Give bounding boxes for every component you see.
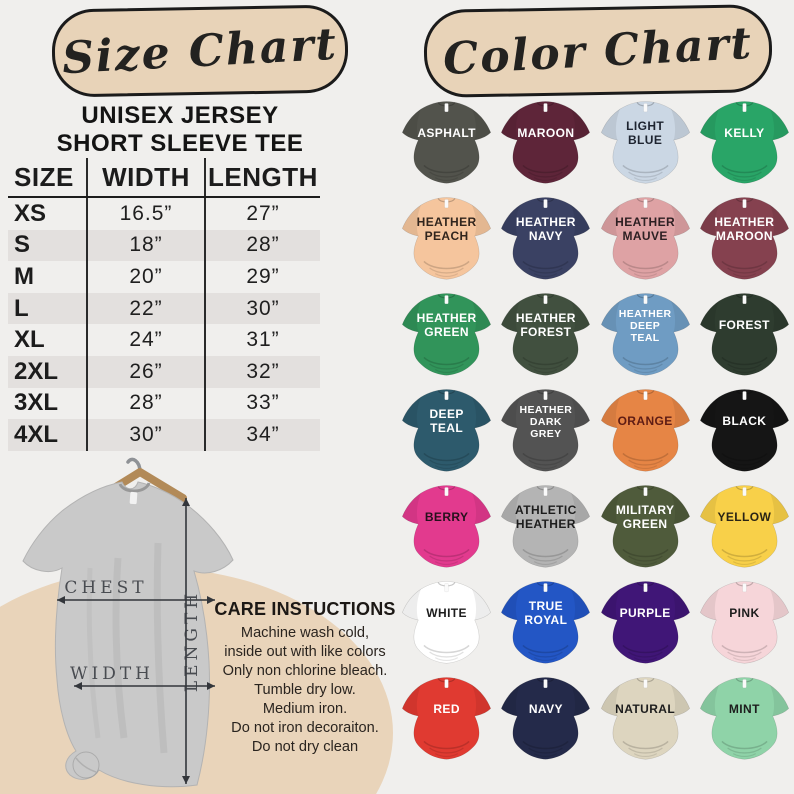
length-cell: 31” bbox=[204, 324, 320, 356]
width-label: WIDTH bbox=[70, 664, 154, 684]
color-name: BLACK bbox=[722, 414, 767, 429]
color-swatch-heather-deep-teal bbox=[596, 286, 695, 382]
color-name: MAROON bbox=[517, 126, 575, 141]
table-row bbox=[8, 419, 320, 451]
color-swatch-red bbox=[397, 670, 496, 766]
color-swatch-light-blue bbox=[596, 94, 695, 190]
color-name: BERRY bbox=[424, 510, 469, 525]
table-row bbox=[8, 356, 320, 388]
color-swatch-heather-mauve bbox=[596, 190, 695, 286]
size-cell: S bbox=[14, 231, 31, 259]
color-swatch-heather-maroon bbox=[695, 190, 794, 286]
care-instructions-title: CARE INSTUCTIONS bbox=[214, 599, 396, 619]
color-name: YELLOW bbox=[717, 510, 772, 525]
length-cell: 29” bbox=[204, 261, 320, 293]
color-name: ASPHALT bbox=[417, 126, 476, 141]
size-cell: 4XL bbox=[14, 420, 59, 448]
width-cell: 30” bbox=[86, 419, 204, 451]
color-name: HEATHER MAROON bbox=[714, 215, 775, 244]
size-table bbox=[8, 158, 320, 451]
color-swatch-heather-peach bbox=[397, 190, 496, 286]
care-instructions bbox=[210, 599, 400, 757]
color-swatch-pink bbox=[695, 574, 794, 670]
color-name: WHITE bbox=[426, 606, 467, 621]
color-chart-title: Color Chart bbox=[441, 17, 755, 85]
care-line: inside out with like colors bbox=[224, 643, 386, 660]
color-name: MILITARY GREEN bbox=[615, 503, 675, 532]
size-cell: XS bbox=[14, 199, 47, 227]
size-cell: 3XL bbox=[14, 389, 59, 417]
table-row bbox=[8, 230, 320, 262]
color-name: HEATHER PEACH bbox=[416, 215, 477, 244]
width-cell: 16.5” bbox=[86, 198, 204, 230]
color-swatch-asphalt bbox=[397, 94, 496, 190]
color-name: ORANGE bbox=[617, 414, 673, 429]
color-name: LIGHT BLUE bbox=[626, 119, 665, 148]
table-row bbox=[8, 324, 320, 356]
care-line: Machine wash cold, bbox=[240, 625, 370, 641]
chest-label: CHEST bbox=[64, 578, 148, 598]
color-swatch-mint bbox=[695, 670, 794, 766]
color-swatch-heather-forest bbox=[496, 286, 595, 382]
color-name: DEEP TEAL bbox=[429, 407, 464, 436]
table-row bbox=[8, 388, 320, 420]
color-name: PURPLE bbox=[619, 606, 671, 621]
product-subtitle-line1: UNISEX JERSEY bbox=[81, 102, 279, 129]
color-name: NAVY bbox=[528, 702, 563, 717]
color-swatch-true-royal bbox=[496, 574, 595, 670]
size-table-rows bbox=[8, 198, 320, 451]
width-cell: 24” bbox=[86, 324, 204, 356]
color-name: KELLY bbox=[724, 126, 765, 141]
size-cell: M bbox=[14, 262, 34, 290]
length-cell: 32” bbox=[204, 356, 320, 388]
color-swatch-natural bbox=[596, 670, 695, 766]
color-swatch-forest bbox=[695, 286, 794, 382]
care-line: Only non chlorine bleach. bbox=[222, 662, 388, 679]
width-cell: 20” bbox=[86, 261, 204, 293]
color-swatch-deep-teal bbox=[397, 382, 496, 478]
color-name: PINK bbox=[729, 606, 760, 621]
color-name: FOREST bbox=[718, 318, 770, 333]
color-swatch-heather-dark-grey bbox=[496, 382, 595, 478]
size-cell: XL bbox=[14, 326, 45, 354]
product-subtitle bbox=[0, 102, 360, 159]
care-line: Do not dry clean bbox=[251, 738, 359, 755]
color-swatch-white bbox=[397, 574, 496, 670]
color-name: ATHLETIC HEATHER bbox=[515, 503, 577, 532]
color-name: RED bbox=[433, 702, 460, 717]
color-grid bbox=[397, 94, 794, 766]
care-line: Do not iron decoraiton. bbox=[231, 719, 379, 736]
color-name: HEATHER DEEP TEAL bbox=[618, 308, 672, 345]
width-cell: 28” bbox=[86, 388, 204, 420]
color-swatch-yellow bbox=[695, 478, 794, 574]
color-name: TRUE ROYAL bbox=[524, 599, 568, 628]
color-swatch-navy bbox=[496, 670, 595, 766]
care-line: Tumble dry low. bbox=[254, 681, 356, 698]
size-table-header-row bbox=[8, 158, 320, 198]
color-swatch-black bbox=[695, 382, 794, 478]
width-cell: 22” bbox=[86, 293, 204, 325]
width-cell: 18” bbox=[86, 230, 204, 262]
color-name: HEATHER DARK GREY bbox=[519, 404, 573, 441]
color-chart-title-badge bbox=[423, 4, 772, 98]
color-name: HEATHER GREEN bbox=[416, 311, 477, 340]
color-swatch-heather-navy bbox=[496, 190, 595, 286]
width-cell: 26” bbox=[86, 356, 204, 388]
color-name: MINT bbox=[728, 702, 760, 717]
care-instructions-lines bbox=[210, 624, 400, 757]
color-name: NATURAL bbox=[615, 702, 676, 717]
length-cell: 34” bbox=[204, 419, 320, 451]
color-swatch-orange bbox=[596, 382, 695, 478]
color-swatch-kelly bbox=[695, 94, 794, 190]
length-cell: 30” bbox=[204, 293, 320, 325]
color-swatch-purple bbox=[596, 574, 695, 670]
color-name: HEATHER FOREST bbox=[515, 311, 576, 340]
color-name: HEATHER MAUVE bbox=[615, 215, 676, 244]
color-swatch-maroon bbox=[496, 94, 595, 190]
table-row bbox=[8, 198, 320, 230]
product-subtitle-line2: SHORT SLEEVE TEE bbox=[56, 130, 304, 158]
header-length: LENGTH bbox=[204, 158, 320, 196]
color-swatch-berry bbox=[397, 478, 496, 574]
color-swatch-heather-green bbox=[397, 286, 496, 382]
color-swatch-military-green bbox=[596, 478, 695, 574]
size-cell: L bbox=[14, 294, 29, 322]
length-label: LENGTH bbox=[182, 589, 202, 693]
color-name: HEATHER NAVY bbox=[515, 215, 576, 244]
color-swatch-athletic-heather bbox=[496, 478, 595, 574]
header-size: SIZE bbox=[14, 161, 74, 192]
size-chart-title: Size Chart bbox=[60, 18, 340, 84]
length-cell: 27” bbox=[204, 198, 320, 230]
table-row bbox=[8, 261, 320, 293]
size-chart-title-badge bbox=[51, 4, 348, 97]
length-cell: 33” bbox=[204, 388, 320, 420]
header-width: WIDTH bbox=[86, 158, 204, 196]
size-cell: 2XL bbox=[14, 357, 59, 385]
table-row bbox=[8, 293, 320, 325]
length-cell: 28” bbox=[204, 230, 320, 262]
care-line: Medium iron. bbox=[262, 700, 348, 717]
